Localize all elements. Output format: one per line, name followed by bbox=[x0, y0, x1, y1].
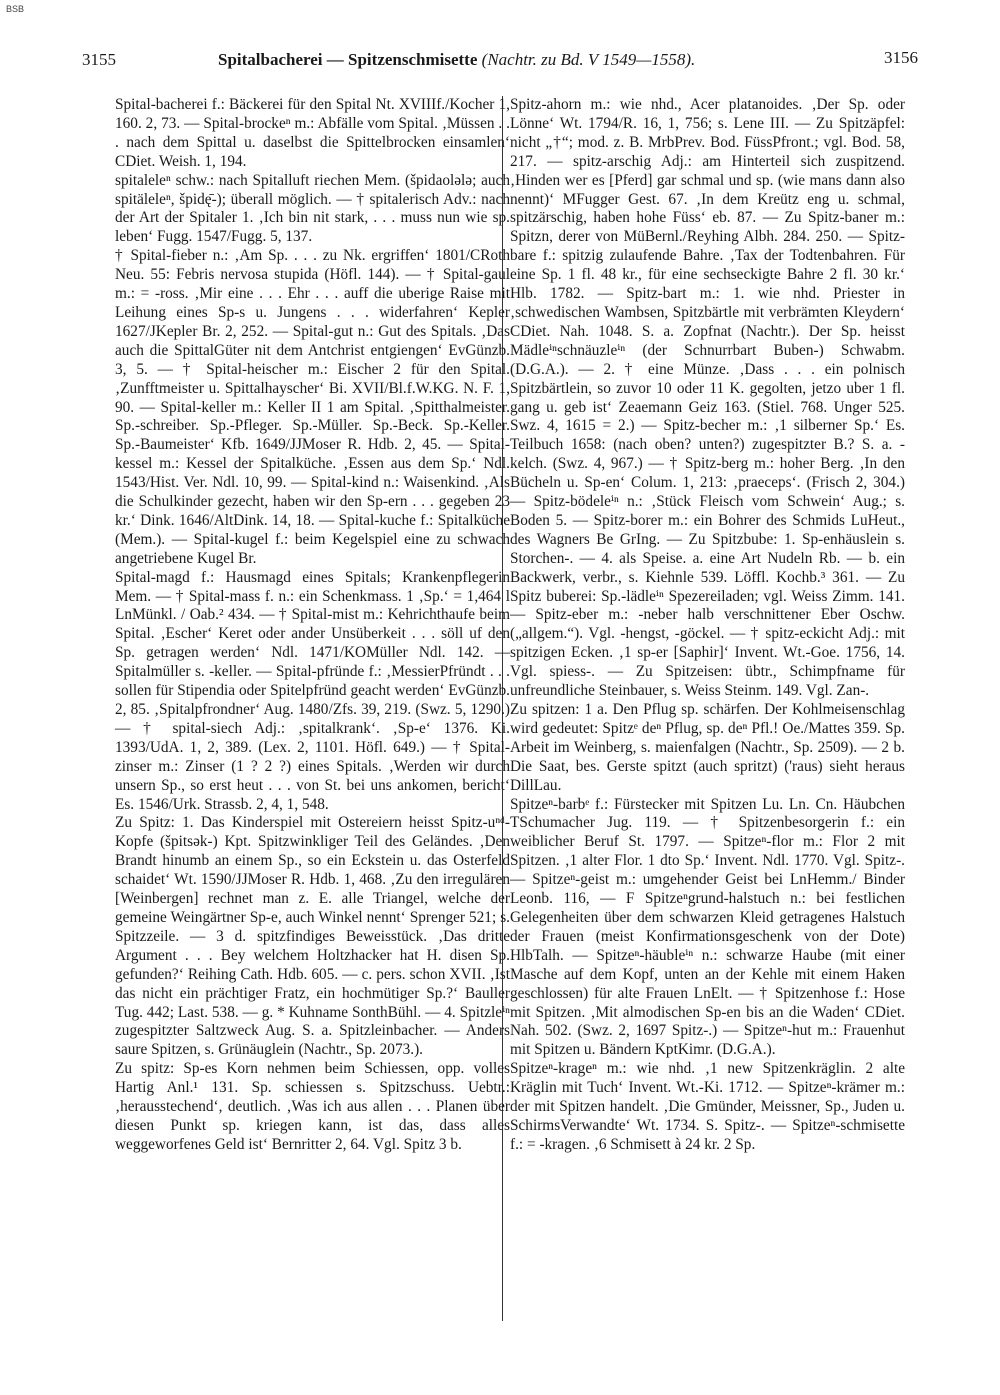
running-head bbox=[218, 50, 695, 70]
page-number-left: 3155 bbox=[82, 50, 116, 69]
entry-spitzen-barbe: Spitzeⁿ-barbᵉ f.: Fürstecker mit Spitzen Lu. Ln. Cn. Häubchen TSchumacher Jug. 119. — † Spitzenbesorgerin f.: ein weiblicher Beruf St. 1797. — Spitzeⁿ-flor m.: Flor 2 mit Spitzen. ‚1 alter Flor. 1 dto Sp.‘ Invent. Ndl. 1770. Vgl. Spitz-. — Spitzeⁿ-geist m.: umgehender Geist bei LnHemm./ Binder Leonb. 116, — F Spitzeⁿgrund-halstuch n.: bei festlichen Gelegenheiten über dem schwarzen Kleid getragenes Halstuch der Frauen (meist Konfirmationsgeschenk von der Dote) HlbTalh. — Spitzeⁿ-häubleⁱⁿ n.: schwarze Haube (mit einer Masche auf dem Kopf, unten an der Kehle mit einem Haken geschlossen) für alte Frauen LnElt. — † Spitzenhose f.: Hose mit Spitzen. ‚Mit almodischen Sp-en bis an die Waden‘ CDiet. Nah. 502. (Swz. 2, 1697 Spitz-.) — Spitzeⁿ-hut m.: Frauenhut mit Spitzen u. Bändern KptKimr. (D.G.A.). bbox=[510, 795, 905, 1059]
entry-zu-spitzen: Zu spitzen: 1 a. Den Pflug sp. schärfen. Der Kohlmeisenschlag wird gedeutet: Spitzᵉ deⁿ Pflug, sp. deⁿ Pfl.! Oe./Mattes 359. Sp. Arbeit im Weinberg, s. maienfalgen (Nachtr., Sp. 2509). — 2 b. Die Saat, bes. Gerste spitzt (auch spritzt) ('raus) sieht heraus DillLau. bbox=[510, 701, 905, 794]
library-mark: BSB bbox=[6, 4, 25, 14]
entry-spital-magd: Spital-magd f.: Hausmagd eines Spitals; Krankenpflegerin Mem. — † Spital-mass f. n.: ein Schenkmass. 1 ‚Sp.‘ = 1,464 l LnMünkl. / Oab.² 434. — † Spital-mist m.: Kehrichthaufe beim Spital. ‚Escher‘ Keret oder ander Unsüberkeit . . . söll uf den Sp. getragen werden‘ Ndl. 1471/KOMüller Ndl. 142. — Spitalmüller s. -keller. — Spital-pfründe f.: ‚MessierPfründt . . . sollen für Stipendia oder Spitelpfründ geacht werden‘ EvGünzb. 2, 85. ‚Spitalpfrondner‘ Aug. 1480/Zfs. 39, 219. (Swz. 5, 1290.) — † spital-siech Adj.: ‚spitalkrank‘. ‚Sp-e‘ 1376. Ki. 1393/UdA. 1, 2, 389. (Lex. 2, 1101. Höfl. 649.) — † Spital-zinser m.: Zinser (1 ? 2 ?) eines Spitals. ‚Werden wir durch unsern Sp., so erst heut . . . von St. bei uns ankomen, bericht‘ Es. 1546/Urk. Strassb. 2, 4, 1, 548. bbox=[115, 568, 510, 813]
entry-spital-fieber: † Spital-fieber n.: ‚Am Sp. . . . zu Nk. ergriffen‘ 1801/CRoth Neu. 55: Febris nervosa stupida (Höfl. 144). — † Spital-gaul m.: = -ross. ‚Mir eine . . . Ehr . . . auff die uberige Raise mit Leihung eines Sp-s u. Jungens . . . widerfahren‘ Kepler 1627/JKepler Br. 2, 252. — Spital-gut n.: Gut des Spitals. ‚Das auch die SpittalGüter nit dem Antchrist entgiengen‘ EvGünzb. 3, 5. — † Spital-heischer m.: Eischer 2 für den Spital. ‚Zunfftmeister u. Spittalhayscher‘ Bi. XVII/Bl.f.W.KG. N. F. 1, 90. — Spital-keller m.: Keller II 1 am Spital. ‚Spitthalmeister. Sp.-schreiber. Sp.-Pfleger. Sp.-Müller. Sp.-Beck. Sp.-Keller. Sp.-Baumeister‘ Kfb. 1649/JJMoser R. Hdb. 2, 45. — Spital-kessel m.: Kessel der Spitalküche. ‚Essen aus dem Sp.‘ Ndl. 1543/Hist. Ver. Ndl. 10, 99. — Spital-kind n.: Waisenkind. ‚Als die Schulkinder gezecht, haben wir den Sp-ern . . . gegeben 23 kr.‘ Dink. 1646/AltDink. 14, 18. — Spital-kuche f.: Spitalküche (Mem.). — Spital-kugel f.: beim Kegelspiel eine zu schwach angetriebene Kugel Br. bbox=[115, 247, 510, 567]
left-column bbox=[115, 96, 510, 1155]
entry-spitz-ahorn: Spitz-ahorn m.: wie nhd., Acer platanoides. ‚Der Sp. oder Lönne‘ Wt. 1794/R. 16, 1, 756; s. Lene III. — Zu Spitzäpfel: nicht „†“; mod. z. B. MrbPrev. Bod. FüssPfront.; vgl. Bod. 58, 217. — spitz-arschig Adj.: am Hinterteil sich zuspitzend. ‚Hinden wer es [Pferd] gar schmal und sp. (wie mans dann also nennt)‘ MFugger Gest. 67. ‚In dem Kreütz eng u. schmal, spitzärschig, haben hohe Füss‘ eb. 87. — Zu Spitz-baner m.: Spitzn, derer von MüBernl./Reyhing Albh. 284. 250. — Spitz-bare f.: spitzig zulaufende Bahre. ‚Tax der Todtenbahren. Für eine Sp. 1 fl. 48 kr., für eine sechseckigte Bahre 2 fl. 30 kr.‘ Hlb. 1782. — Spitz-bart m.: 1. wie nhd. Priester in ‚schwedischen Wambsen, Spitzbärtle mit verbrämten Kleydern‘ CDiet. Nah. 1048. S. a. Zopfnat (Nachtr.). Der Sp. heisst Mädleⁱⁿschnäuzleⁱⁿ (der Schnurrbart Buben-) Schwabm. (D.G.A.). — 2. † eine Münze. ‚Dass . . . ein polnisch Spitzbärtlein, so zuvor 10 oder 11 K. gegolten, jetzo uber 1 fl. gang u. geb ist‘ Zeaemann Geiz 163. (Stiel. 768. Unger 525. Swz. 4, 1615 = 2.) — Spitz-becher m.: ‚1 silberner Sp.‘ Es. Teilbuch 1658: (nach oben? unten?) zugespitzter B.? S. a. -kelch. (Swz. 4, 967.) — † Spitz-berg m.: hoher Berg. ‚In den Bücheln u. Sp-en‘ Colum. 1, 213: ‚praeceps‘. (Frisch 2, 304.) — Spitz-bödeleⁱⁿ n.: ‚Stück Fleisch vom Schwein‘ Aug.; s. Boden 5. — Spitz-borer m.: ein Bohrer des Schmids LuHeut., des Wagners Be GrIng. — Zu Spitzbube: 1. Sp-enhäuslein s. Storchen-. — 4. als Speise. a. eine Art Nudeln Rb. — b. ein Backwerk, verbr., s. Kiehnle 539. Löffl. Kochb.³ 361. — Zu Spitz buberei: Sp.-lädleⁱⁿ Spezereiladen; vgl. Weiss Zimm. 141. — Spitz-eber m.: -neber halb verschnittener Eber Oschw. („allgem.“). Vgl. -hengst, -göckel. — † spitz-eckicht Adj.: mit spitzigen Ecken. ‚1 sp-er [Saphir]‘ Invent. Wt.-Goe. 1756, 14. Vgl. spiess-. — Zu Spitzeisen: übtr., Schimpfname für unfreundliche Steinbauer, s. Weiss Steinm. 149. Vgl. Zan-. bbox=[510, 96, 905, 700]
page-number-right: 3156 bbox=[884, 48, 918, 67]
entry-zu-spitz-noun: Zu Spitz: 1. Das Kinderspiel mit Ostereiern heisst Spitz-uⁿᵈ-Kopfe (špitsək-) Kpt. Spitzwinkliger Teil des Geländes. ‚Den Brandt hinumb an einem Sp., so ein Eckstein u. das Osterfeld schaidet‘ Wt. 1590/JJMoser R. Hdb. 1, 468. ‚Zu den irregulären [Weinbergen] rechnet man z. E. alle Triangel, welche der gemeine Weingärtner Sp-e, auch Winkel nennt‘ Sprenger 521; s. Spitzzeile. — 3 d. spitzfindiges Beweisstück. ‚Das dritte Argument . . . Bey welchem Holtzhacker hat H. disen Sp. gefunden?‘ Reihing Cath. Hdb. 605. — c. pers. schon XVII. ‚Ist das nicht ein prächtiger Fratz, ein hochmütiger Sp.?‘ Bauller Tug. 442; Last. 538. — g. * Kuhname SonthBühl. — 4. Spitzleⁱⁿ zugespitzter Saltzweck Aug. S. a. Spitzleinbacher. — Anders saure Spitzen, s. Grünäuglein (Nachtr., Sp. 2073.). bbox=[115, 814, 510, 1059]
running-head-title: Spitalbacherei — Spitzenschmisette bbox=[218, 50, 478, 69]
running-head-note: (Nachtr. zu Bd. V 1549—1558). bbox=[481, 50, 696, 69]
right-column bbox=[510, 96, 905, 1155]
entry-spital-bacherei: Spital-bacherei f.: Bäckerei für den Spital Nt. XVIIIf./Kocher 1, 160. 2, 73. — Spital-brockeⁿ m.: Abfälle vom Spital. ‚Müssen . . . nach dem Spittal u. daselbst die Spittelbrocken einsamlen‘ CDiet. Weish. 1, 194. bbox=[115, 96, 510, 170]
entry-spitaleleⁿ: spitaleleⁿ schw.: nach Spitalluft riechen Mem. (špidaolələ; auch spitäleleⁿ, špidę̄-); überall möglich. — † spitalerisch Adv.: nach der Art der Spitaler 1. ‚Ich bin nit stark, . . . muss nun wie sp. leben‘ Fugg. 1547/Fugg. 5, 137. bbox=[115, 171, 510, 246]
page-header bbox=[82, 50, 918, 74]
entry-spitzen-kragen: Spitzeⁿ-krageⁿ m.: wie nhd. ‚1 new Spitzenkräglin. 2 alte Kräglin mit Tuch‘ Invent. Wt.-Ki. 1712. — Spitzeⁿ-krämer m.: der mit Spitzen handelt. ‚Die Gmünder, Meissner, Sp., Juden u. SchirmsVerwandte‘ Wt. 1734. S. Spitz-. — Spitzeⁿ-schmisette f.: = -kragen. ‚6 Schmisett à 24 kr. 2 Sp. bbox=[510, 1060, 905, 1153]
entry-zu-spitz-adj: Zu spitz: Sp-es Korn nehmen beim Schiessen, opp. volles Hartig Anl.¹ 131. Sp. schiessen s. Spitzschuss. Uebtr.: ‚herausstechend‘, deutlich. ‚Was ich aus allen . . . Planen über diesen Punkt sp. kriegen kann, ist das, dass alles weggeworfenes Geld ist‘ Bernritter 2, 64. Vgl. Spitz 3 b. bbox=[115, 1060, 510, 1153]
